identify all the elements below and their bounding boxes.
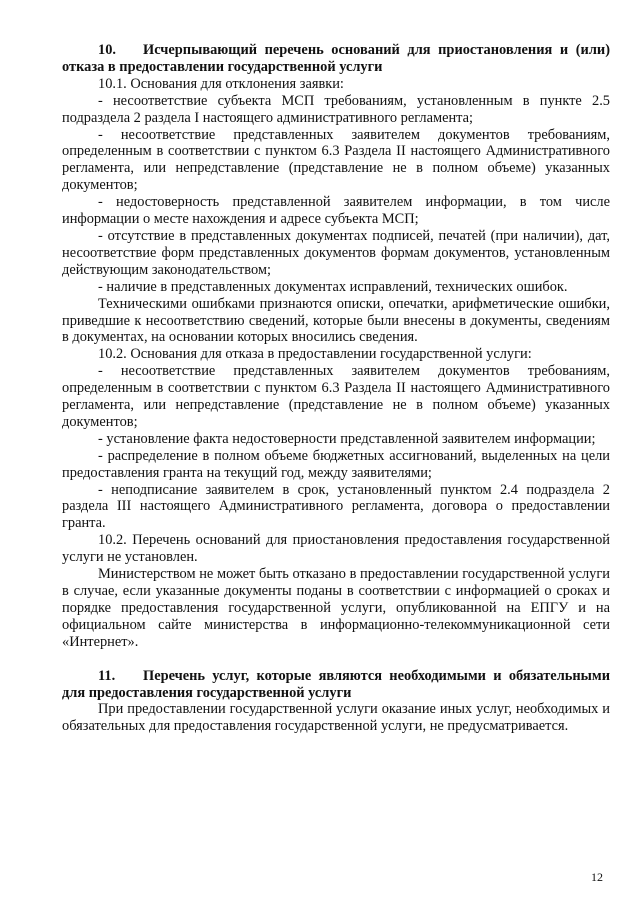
- section-spacer: [62, 651, 610, 668]
- section-10-title: Исчерпывающий перечень оснований для приостановления и (или) отказа в предоставлении государственной услуги: [62, 42, 610, 75]
- section-11-paragraph: При предоставлении государственной услуги оказание иных услуг, необходимых и обязательных для предоставления государственной услуги, не предусматривается.: [62, 701, 610, 735]
- section-10-paragraph: - несоответствие представленных заявителем документов требованиям, определенным в соответствии с пунктом 6.3 Раздела II настоящего Административного регламента, или непредставление (представление не в полном объеме) указанных документов;: [62, 363, 610, 430]
- section-10-paragraph: 10.2. Основания для отказа в предоставлении государственной услуги:: [98, 346, 532, 363]
- section-10-paragraph: - распределение в полном объеме бюджетных ассигнований, выделенных на цели предоставления гранта на текущий год, между заявителями;: [62, 447, 610, 481]
- section-10-paragraph: - установление факта недостоверности представленной заявителем информации;: [98, 430, 596, 447]
- section-10-paragraph: - несоответствие субъекта МСП требованиям, установленным в пункте 2.5 подраздела 2 раздела I настоящего административного регламента;: [62, 92, 610, 126]
- page-number: 12: [591, 870, 603, 884]
- section-10-paragraph: 10.2. Перечень оснований для приостановления предоставления государственной услуги не установлен.: [62, 532, 610, 566]
- section-11-heading: [62, 668, 610, 702]
- section-10-paragraph: Техническими ошибками признаются описки, опечатки, арифметические ошибки, приведшие к несоответствию сведений, которые были внесены в документы, сведениям в документах, на основании которых вносились сведения.: [62, 295, 610, 346]
- section-10-number: 10.: [98, 42, 116, 58]
- section-11-number: 11.: [98, 667, 116, 684]
- section-10-paragraph: 10.1. Основания для отклонения заявки:: [98, 75, 344, 92]
- section-10-paragraph: - наличие в представленных документах исправлений, технических ошибок.: [98, 278, 568, 295]
- section-10-heading: [62, 42, 610, 76]
- section-10-paragraph: - недостоверность представленной заявителем информации, в том числе информации о месте нахождения и адресе субъекта МСП;: [62, 194, 610, 228]
- document-page: [62, 42, 610, 735]
- section-10-paragraph: - несоответствие представленных заявителем документов требованиям, определенным в соответствии с пунктом 6.3 Раздела II настоящего Административного регламента, или непредставление (представление не в полном объеме) указанных документов;: [62, 126, 610, 194]
- section-11-title: Перечень услуг, которые являются необходимыми и обязательными для предоставления государственной услуги: [62, 667, 610, 701]
- section-10-paragraph: - неподписание заявителем в срок, установленный пунктом 2.4 подраздела 2 раздела III настоящего Административного регламента, договора о предоставлении гранта.: [62, 481, 610, 532]
- section-10-paragraph: Министерством не может быть отказано в предоставлении государственной услуги в случае, если указанные документы поданы в соответствии с информацией о сроках и порядке предоставления государственной услуги, опубликованной на ЕПГУ и на официальном сайте министерства в информационно-телекоммуникационной сети «Интернет».: [62, 566, 610, 650]
- section-10-paragraph: - отсутствие в представленных документах подписей, печатей (при наличии), дат, несоответствие форм представленных документов формам документов, установленным действующим законодательством;: [62, 227, 610, 278]
